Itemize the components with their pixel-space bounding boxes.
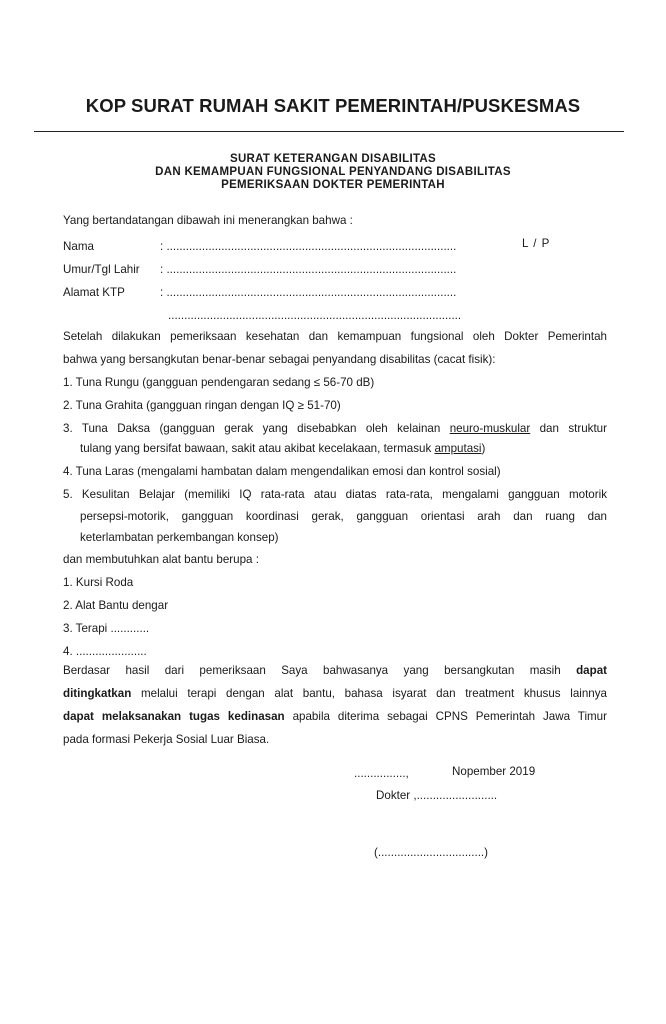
list-item-tuna-daksa-line-2	[80, 442, 485, 456]
conclusion-line1-text: Berdasar hasil dari pemeriksaan Saya bahwasanya yang bersangkutan masih	[63, 664, 577, 677]
paragraph-1-line-2: bahwa yang bersangkutan benar-benar sebagai penyandang disabilitas (cacat fisik):	[63, 353, 496, 366]
conclusion-line-4: pada formasi Pekerja Sosial Luar Biasa.	[63, 733, 270, 746]
alat-item-terapi: 3. Terapi ............	[63, 622, 150, 635]
list-item-tuna-daksa	[63, 422, 607, 436]
list-item-tuna-grahita: 2. Tuna Grahita (gangguan ringan dengan IQ ≥ 51-70)	[63, 399, 341, 412]
tuna-daksa-underlined: neuro-muskular	[449, 422, 531, 435]
conclusion-line3-bold: dapat melaksanakan tugas kedinasan	[63, 710, 285, 723]
paragraph-1-line-1: Setelah dilakukan pemeriksaan kesehatan dan kemampuan fungsional oleh Dokter Pemerintah	[63, 330, 607, 343]
alamat-fill-line: : ..........................................................................................	[160, 286, 457, 299]
signature-place: ................,	[354, 767, 409, 780]
list-item-kesulitan-belajar: 5. Kesulitan Belajar (memiliki IQ rata-rata atau diatas rata-rata, mengalami gangguan motorik	[63, 488, 607, 501]
intro-text: Yang bertandatangan dibawah ini menerangkan bahwa :	[63, 214, 353, 227]
nama-fill-line: : ..........................................................................................	[160, 240, 457, 253]
tuna-daksa-text-b: dan struktur	[530, 422, 607, 435]
alat-item-alat-bantu-dengar: 2. Alat Bantu dengar	[63, 599, 169, 612]
conclusion-line-2	[63, 687, 607, 701]
conclusion-line1-bold: dapat	[576, 664, 607, 677]
alat-item-kursi-roda: 1. Kursi Roda	[63, 576, 134, 589]
alamat-fill-line-2: ...........................................................................................	[168, 309, 462, 322]
document-title-line-2: DAN KEMAMPUAN FUNGSIONAL PENYANDANG DISABILITAS	[155, 166, 511, 178]
conclusion-line2-text: melalui terapi dengan alat bantu, bahasa isyarat dan treatment khusus lainnya	[131, 687, 607, 700]
umur-label: Umur/Tgl Lahir	[63, 263, 140, 276]
alamat-label: Alamat KTP	[63, 286, 125, 299]
tuna-daksa-text-a: 3. Tuna Daksa (gangguan gerak yang disebabkan oleh kelainan	[63, 422, 450, 435]
conclusion-line-3	[63, 710, 607, 724]
signature-name-line: (.................................)	[374, 846, 489, 859]
list-item-tuna-laras: 4. Tuna Laras (mengalami hambatan dalam mengendalikan emosi dan kontrol sosial)	[63, 465, 501, 478]
tuna-daksa-line2-a: tulang yang bersifat bawaan, sakit atau akibat kecelakaan, termasuk	[80, 442, 435, 455]
list-item-kesulitan-belajar-line-2: persepsi-motorik, gangguan koordinasi gerak, gangguan orientasi arah dan ruang dan	[80, 510, 607, 523]
document-title-line-1: SURAT KETERANGAN DISABILITAS	[229, 153, 437, 165]
signature-doctor: Dokter ,.........................	[376, 789, 498, 802]
list-item-tuna-rungu: 1. Tuna Rungu (gangguan pendengaran sedang ≤ 56-70 dB)	[63, 376, 375, 389]
letterhead-title: KOP SURAT RUMAH SAKIT PEMERINTAH/PUSKESMAS	[85, 95, 581, 116]
signature-date: Nopember 2019	[452, 765, 536, 778]
alat-item-4: 4. ......................	[63, 645, 147, 658]
conclusion-line3-text: apabila diterima sebagai CPNS Pemerintah Jawa Timur	[284, 710, 607, 723]
letterhead-divider	[34, 131, 624, 132]
gender-option: L / P	[522, 237, 551, 250]
alat-bantu-intro: dan membutuhkan alat bantu berupa :	[63, 553, 259, 566]
nama-label: Nama	[63, 240, 94, 253]
document-title-line-3: PEMERIKSAAN DOKTER PEMERINTAH	[221, 179, 445, 191]
conclusion-line2-bold: ditingkatkan	[63, 687, 132, 700]
tuna-daksa-line2-underlined: amputasi	[434, 442, 482, 455]
list-item-kesulitan-belajar-line-3: keterlambatan perkembangan konsep)	[80, 531, 279, 544]
umur-fill-line: : ..........................................................................................	[160, 263, 457, 276]
tuna-daksa-line2-b: )	[481, 442, 486, 455]
conclusion-line-1	[63, 664, 607, 678]
